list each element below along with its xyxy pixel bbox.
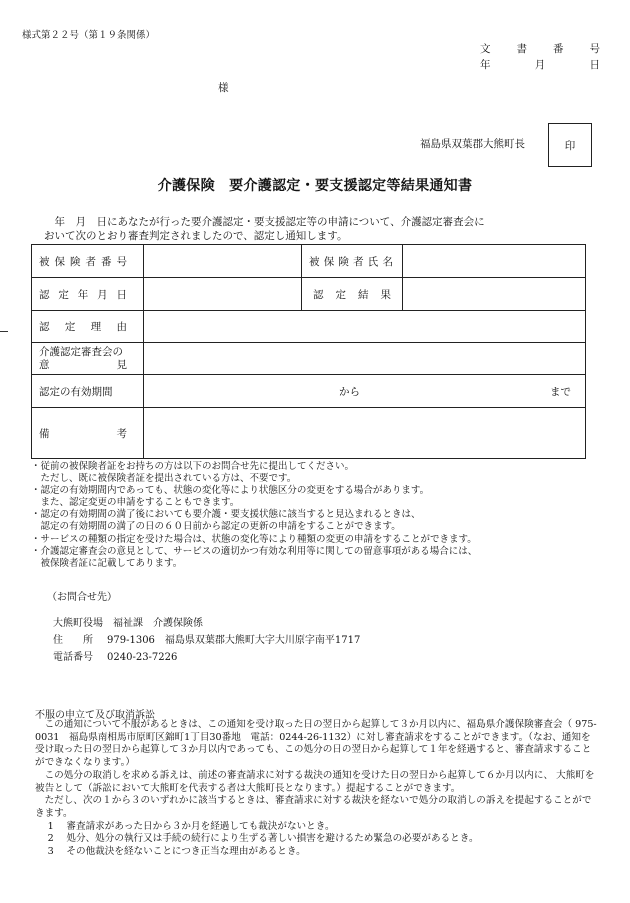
contact-office: 大熊町役場 福祉課 介護保険係 <box>53 618 203 629</box>
margin-mark <box>0 331 8 332</box>
document-number-label <box>480 41 600 56</box>
inquiry-heading: （お問合せ先） <box>47 592 117 603</box>
note-line: また、認定変更の申請をすることもできます。 <box>31 497 240 509</box>
contact-address: 979-1306 福島県双葉郡大熊町大字大川原字南平1717 <box>107 635 361 646</box>
table-row <box>32 311 586 343</box>
note-line: 認定の有効期間の満了の日の６０日前から認定の更新の申請をすることができます。 <box>31 521 401 533</box>
date-year: 年 <box>480 59 491 71</box>
doc-char: 番 <box>553 43 564 55</box>
appeal-item: 1 審査請求があった日から３か月を経過しても裁決がないとき。 <box>35 820 335 832</box>
cert-result-field[interactable] <box>403 278 586 311</box>
table-row <box>32 343 586 375</box>
remarks-field[interactable] <box>144 408 586 459</box>
notes-list <box>31 461 477 570</box>
from-label: から <box>339 385 360 398</box>
contact-phone: 0240-23-7226 <box>107 652 178 663</box>
note-line: ただし、既に被保険者証を提出されている方は、不要です。 <box>31 473 297 485</box>
note-line: ・サービスの種類の指定を受けた場合は、状態の変化等により種類の変更の申請をすることができます。 <box>31 533 477 545</box>
appeal-paragraph: この処分の取消しを求める訴えは、前述の審査請求に対する裁決の通知を受けた日の翌日から起算して６か月以内に、 大熊町を被告として（訴訟において大熊町を代表する者は大熊町長となります。）提起することができます。 <box>35 769 595 794</box>
appeal-paragraph: ただし、次の１から３のいずれかに該当するときは、審査請求に対する裁決を経ないで処分の取消しの訴えを提起することができます。 <box>35 795 592 819</box>
phone-label: 電話番号 <box>53 652 93 663</box>
contact-block <box>53 615 360 666</box>
note-line: ・認定の有効期間の満了後においても要介護・要支援状態に該当すると見込まれるときは、 <box>31 509 421 521</box>
seal-label: 印 <box>564 139 576 152</box>
opinion-field[interactable] <box>144 343 586 375</box>
note-line: ・認定の有効期間内であっても、状態の変化等により状態区分の変更をする場合があります。 <box>31 485 430 497</box>
cert-date-label: 認 定 年 月 日 <box>32 278 144 311</box>
document-date-label <box>480 57 600 72</box>
cert-reason-field[interactable] <box>144 311 586 343</box>
table-row <box>32 408 586 459</box>
doc-char: 号 <box>589 43 600 55</box>
appeal-heading: 不服の申立て及び取消訴訟 <box>35 710 155 721</box>
appeal-item: 3 その他裁決を経ないことにつき正当な理由があるとき。 <box>35 846 306 858</box>
table-row <box>32 375 586 408</box>
intro-line: おいて次のとおり審査判定されましたので、認定し通知します。 <box>44 230 348 242</box>
validity-label: 認定の有効期間 <box>32 375 144 408</box>
address-label: 住 所 <box>53 635 93 646</box>
table-row <box>32 245 586 278</box>
insured-name-field[interactable] <box>403 245 586 278</box>
doc-char: 書 <box>516 43 527 55</box>
table-row <box>32 278 586 311</box>
date-day: 日 <box>589 59 600 71</box>
insured-number-label: 被 保 険 者 番 号 <box>32 245 144 278</box>
until-label: まで <box>550 385 571 398</box>
doc-char: 文 <box>480 43 491 55</box>
addressee-suffix: 様 <box>218 82 229 94</box>
remarks-label: 備 考 <box>32 408 144 459</box>
document-title: 介護保険 要介護認定・要支援認定等結果通知書 <box>157 178 473 194</box>
intro-text <box>44 215 485 243</box>
note-line: 被保険者証に記載してあります。 <box>31 557 183 569</box>
form-number: 様式第２２号（第１９条関係） <box>22 30 156 41</box>
result-table <box>31 244 586 459</box>
cert-date-field[interactable] <box>144 278 302 311</box>
appeal-item: 2 処分、処分の執行又は手続の続行により生ずる著しい損害を避けるため緊急の必要があるとき。 <box>35 833 479 845</box>
note-line: ・従前の被保険者証をお持ちの方は以下のお問合せ先に提出してください。 <box>31 461 355 472</box>
issuer-name: 福島県双葉郡大熊町長 <box>420 138 525 150</box>
appeal-paragraph: この通知について不服があるときは、この通知を受け取った日の翌日から起算して３か月以内に、福島県介護保険審査会（ 975-0031 福島県南相馬市原町区錦町1丁目30番地 電話：0244-26-1132）に対し審査請求をすることができます。（なお、通知を受け取った日の翌日から起算して３か月以内であっても、この処分の日の翌日から起算して１年を経過すると、審査請求することができなくなります。） <box>35 719 597 769</box>
seal-box <box>548 123 592 167</box>
date-month: 月 <box>534 59 546 71</box>
appeal-text <box>35 719 600 859</box>
cert-reason-label: 認 定 理 由 <box>32 311 144 343</box>
insured-number-field[interactable] <box>144 245 302 278</box>
cert-result-label: 認 定 結 果 <box>302 278 403 311</box>
insured-name-label: 被 保 険 者 氏 名 <box>302 245 403 278</box>
opinion-label: 介護認定審査会の 意 見 <box>32 343 144 375</box>
intro-line: 年 月 日にあなたが行った要介護認定・要支援認定等の申請について、介護認定審査会に <box>44 216 485 228</box>
note-line: ・介護認定審査会の意見として、サービスの適切かつ有効な利用等に関しての留意事項がある場合には、 <box>31 545 478 557</box>
validity-field[interactable] <box>144 375 586 408</box>
